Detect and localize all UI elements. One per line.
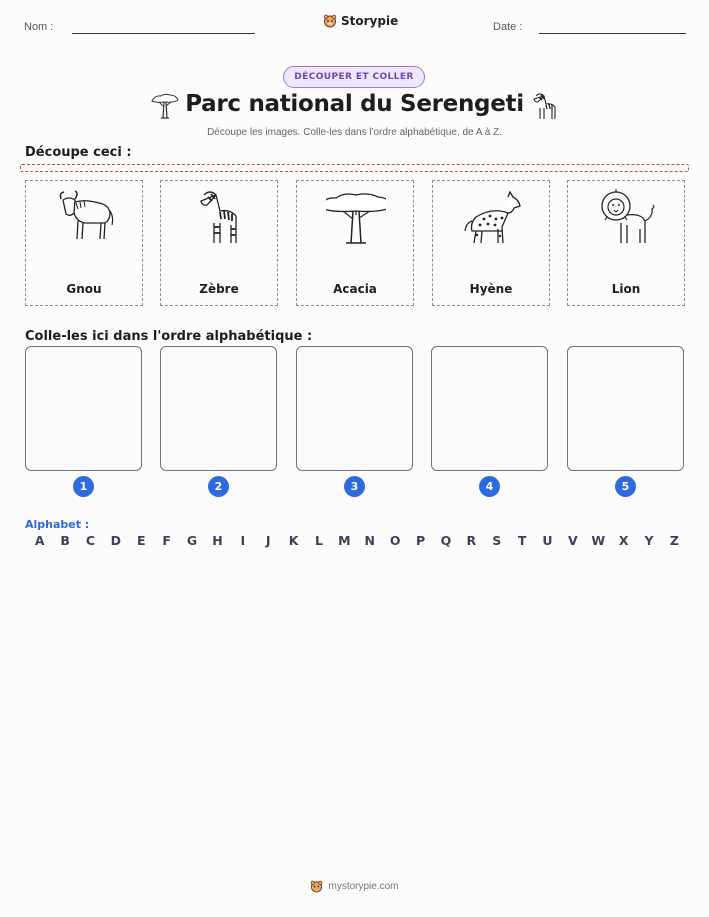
zebra-small-icon — [528, 90, 560, 122]
card-label: Gnou — [66, 282, 102, 296]
alphabet-letter: W — [591, 533, 606, 548]
alphabet-letter: V — [568, 533, 578, 548]
paste-slot-4[interactable] — [431, 346, 548, 471]
card-label: Acacia — [333, 282, 377, 296]
name-label: Nom : — [24, 21, 54, 33]
alphabet-letter: I — [240, 533, 246, 548]
card-label: Zèbre — [199, 282, 239, 296]
cutout-card-acacia[interactable] — [296, 180, 414, 306]
cutout-card-gnou[interactable] — [25, 180, 143, 306]
hyena-icon — [462, 189, 522, 249]
alphabet-letter: M — [338, 533, 351, 548]
brand-logo — [323, 14, 398, 28]
cut-heading: Découpe ceci : — [25, 145, 132, 160]
slot-number: 2 — [208, 476, 229, 497]
cutout-card-lion[interactable] — [567, 180, 685, 306]
alphabet-letter: X — [618, 533, 629, 548]
alphabet-letter: N — [364, 533, 375, 548]
alphabet-letter: C — [85, 533, 96, 548]
alphabet-letter: T — [517, 533, 527, 548]
alphabet-letter: U — [542, 533, 553, 548]
alphabet-letter: D — [110, 533, 122, 548]
alphabet-letter: J — [265, 533, 271, 548]
alphabet-letter: Z — [669, 533, 679, 548]
storypie-mascot-icon — [323, 14, 337, 28]
alphabet-letter: R — [466, 533, 477, 548]
paste-slot-2[interactable] — [160, 346, 277, 471]
alphabet-letter: A — [34, 533, 45, 548]
alphabet-letter: E — [136, 533, 146, 548]
name-line[interactable] — [72, 33, 255, 34]
zebra-icon — [190, 189, 250, 249]
paste-slot-3[interactable] — [296, 346, 413, 471]
paste-heading: Colle-les ici dans l'ordre alphabétique : — [25, 329, 313, 344]
alphabet-letter: K — [288, 533, 299, 548]
slot-number: 1 — [73, 476, 94, 497]
paste-slot-1[interactable] — [25, 346, 142, 471]
footer-url[interactable]: mystorypie.com — [328, 881, 399, 892]
cutout-card-zebre[interactable] — [160, 180, 278, 306]
storypie-mascot-icon — [310, 880, 323, 893]
wildebeest-icon — [55, 189, 115, 249]
card-label: Lion — [611, 282, 641, 296]
instructions: Découpe les images. Colle-les dans l'ordre alphabétique, de A à Z. — [207, 127, 502, 138]
alphabet-letter: F — [162, 533, 171, 548]
alphabet-letter: H — [212, 533, 223, 548]
alphabet-letter: Y — [644, 533, 654, 548]
brand-name: Storypie — [341, 14, 399, 28]
alphabet-label: Alphabet : — [25, 518, 90, 531]
slot-number: 4 — [479, 476, 500, 497]
alphabet-letter: P — [415, 533, 426, 548]
slot-number: 5 — [615, 476, 636, 497]
alphabet-letter: B — [60, 533, 70, 548]
acacia-tree-icon — [326, 189, 386, 249]
alphabet-letter: O — [389, 533, 401, 548]
alphabet-letter: Q — [440, 533, 452, 548]
paste-slot-5[interactable] — [567, 346, 684, 471]
cutout-card-hyene[interactable] — [432, 180, 550, 306]
alphabet-letter: G — [186, 533, 198, 548]
date-line[interactable] — [539, 33, 686, 34]
footer — [0, 880, 709, 893]
date-label: Date : — [493, 21, 523, 33]
card-label: Hyène — [469, 282, 513, 296]
activity-badge: DÉCOUPER ET COLLER — [283, 66, 425, 88]
page-title: Parc national du Serengeti — [185, 91, 524, 117]
cut-line — [20, 164, 689, 172]
alphabet-letter: S — [492, 533, 502, 548]
slot-number: 3 — [344, 476, 365, 497]
lion-icon — [597, 189, 657, 249]
alphabet-letter: L — [315, 533, 323, 548]
alphabet-row — [27, 533, 687, 548]
